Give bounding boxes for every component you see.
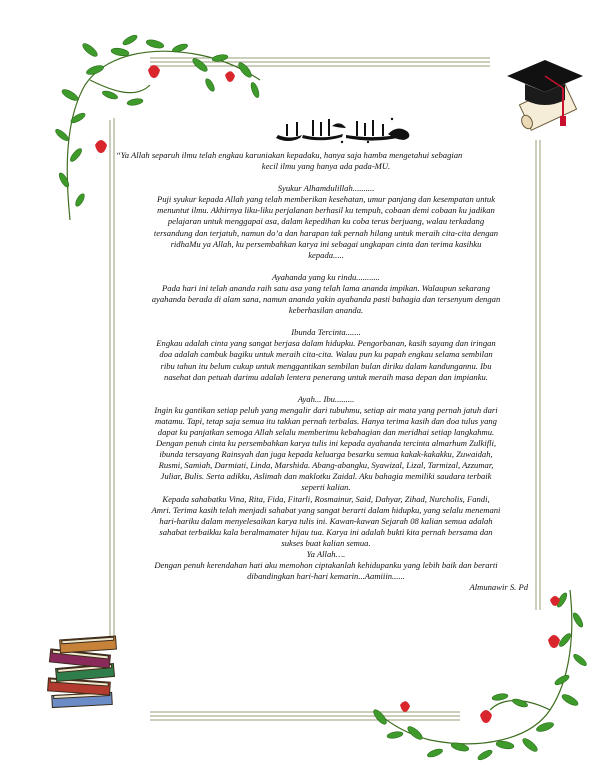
section-heading: Ya Allah…. [306, 549, 346, 559]
paragraph-line: hari-hariku dalam menyelesaikan karya tulis ini. Kawan-kawan Sejarah 08 kalian semua adalah [159, 515, 493, 526]
paragraph-line: seperti kalian. [301, 482, 351, 493]
books-stack-icon [42, 632, 132, 712]
dedication-text [116, 150, 536, 593]
section-heading: Ayahanda yang ku rindu........... [272, 271, 380, 282]
paragraph-line: Juliar, Bulis. Serta adikku, Aslimah dan maklotku Zaidal. Aku bahagia memiliki saudara terbaik [160, 471, 492, 482]
signature: Almunawir S. Pd [469, 582, 528, 593]
paragraph-line: Puji syukur kepada Allah yang telah memberikan kesehatan, umur panjang dan kesempatan untuk [156, 194, 496, 205]
paragraph-line: Dengan penuh kerendahan hati aku memohon ciptakanlah kehidupanku yang lebih baik dan berarti [154, 560, 498, 571]
paragraph-line: doa adalah cambuk bagiku untuk meraih cita-cita. Walau pun ku papah engkau selama sembilan [159, 349, 493, 360]
paragraph-line: keberhasilan ananda. [288, 305, 364, 316]
paragraph-line: ibunda tersayang Rainsyah dan juga kepada keluarga besarku semua kakak-kakakku, Zuwaidah, [159, 449, 493, 460]
paragraph-line: ayahanda berada di alam sana, namun ananda yakin ayahanda pasti bahagia dan tersenyum dengan [151, 294, 501, 305]
section-heading: Ayah... Ibu......... [297, 393, 355, 404]
vine-frame-bottom-right [370, 585, 590, 765]
paragraph-line: tersandung dan terjatuh, namun do’a dan harapan tak pernah hilang untuk meraih cita-cita dengan [153, 227, 499, 238]
paragraph-line: Rusmi, Samiah, Darmiati, Linda, Marshida. Abang-abangku, Syawizal, Lizal, Tarmizal, Azzumar, [158, 460, 494, 471]
paragraph-line: Engkau adalah cinta yang sangat berjasa dalam hidupku. Pengorbanan, kasih sayang dan iringan [156, 338, 496, 349]
paragraph-line: sukses buat kalian semua. [281, 537, 371, 548]
paragraph-line: pelajaran untuk menggapai asa, dalam kepedihan ku coba terus berjuang, walau terkadang [167, 216, 485, 227]
paragraph-line: menuntut ilmu. Akhirnya liku-liku perjalanan berhasil ku tempuh, cobaan demi cobaan ku jadikan [157, 205, 495, 216]
paragraph-line: sahabat terbaikku kala beralmamater hijau tua. Karya ini adalah bukti kita pernah bersama dan [159, 526, 493, 537]
paragraph-line: Dengan penuh cinta ku persembahkan karya tulis ini kepada ayahanda tercinta almarhum Zulkifli, [155, 438, 497, 449]
section-heading: Syukur Alhamdulillah.......... [277, 183, 375, 194]
paragraph-line: Pada hari ini telah ananda raih satu asa yang telah lama ananda impikan. Walaupun sekarang [162, 282, 490, 293]
quote-line: “Ya Allah separuh ilmu telah engkau karuniakan kepadaku, hanya saja hamba mengetahui sebagian [116, 150, 463, 160]
calligraphy-logo [272, 116, 422, 146]
paragraph-line: matamu. Tapi, tetap saja semua itu takkan pernah terbalas. Hanya terima kasih dan doa tulus yang [155, 415, 497, 426]
paragraph-line: nasehat dan petuah darimu adalah lentera penerang untuk meraih masa depan dan impianku. [164, 371, 488, 382]
paragraph-line: dibandingkan hari-hari kemarin...Aamiiin...... [247, 571, 405, 582]
paragraph-line: Ingin ku gantikan setiap peluh yang mengalir dari tubuhmu, setiap air mata yang pernah jatuh dari [154, 404, 498, 415]
paragraph-line: Amri. Terima kasih telah menjadi sahabat yang sangat berarti dalam hidupku, yang selalu menemani [151, 504, 501, 515]
paragraph-line: ridhaMu ya Allah, ku persembahkan karya ini sebagai ungkapan cinta dan terima kasihku [170, 238, 482, 249]
section-heading: Ibunda Tercinta....... [291, 327, 361, 338]
paragraph-line: ribu tahun itu belum cukup untuk menggantikan sembilan bulan diriku dalam kandungannu. Ibu [160, 360, 492, 371]
paragraph-line: dapat ku panjatkan semoga Allah selalu memberimu kebahagian dan meridhai setiap langkahmu. [157, 426, 495, 437]
graduation-cap-icon [505, 58, 585, 148]
paragraph-line: Kepada sahabatku Vina, Rita, Fida, Fitarli, Rosmainur, Said, Dahyar, Zihad, Nurcholis, Fandi, [162, 493, 490, 504]
paragraph-line: kepada..... [308, 249, 344, 260]
quote-line: kecil ilmu yang hanya ada pada-MU. [261, 161, 391, 172]
